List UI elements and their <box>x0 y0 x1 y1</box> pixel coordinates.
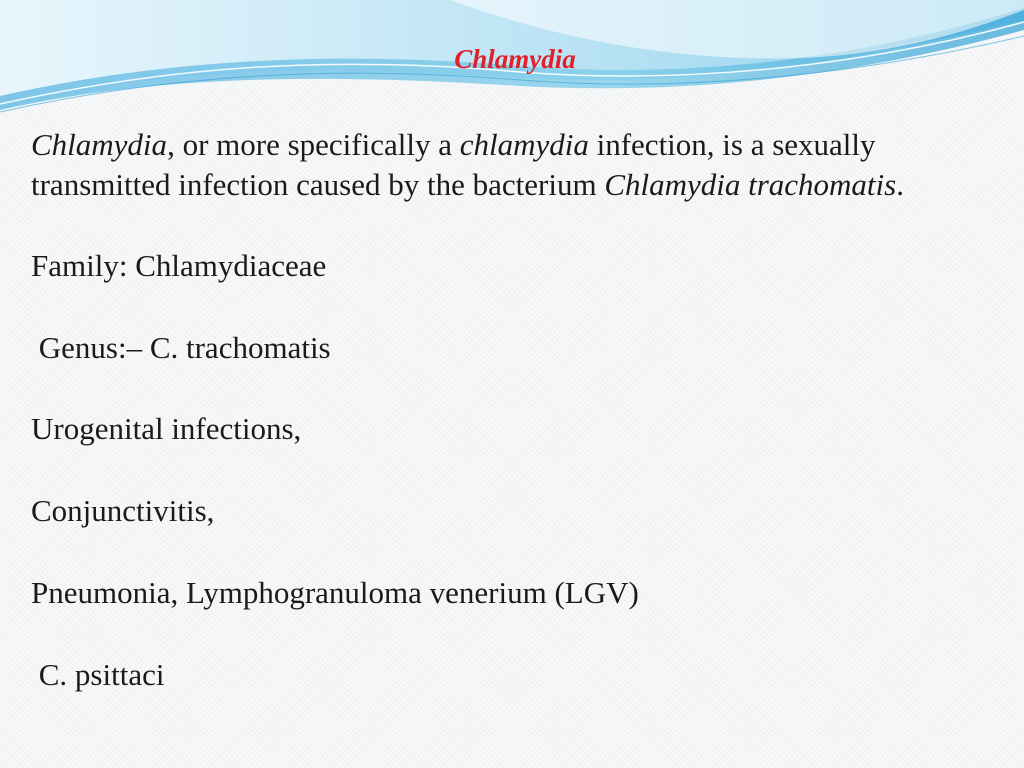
intro-term: Chlamydia <box>31 127 168 162</box>
intro-species: Chlamydia trachomatis <box>604 167 897 202</box>
family-line: Family: Chlamydiaceae <box>31 248 327 283</box>
intro-text-1: , or more specifically a <box>167 127 460 162</box>
intro-term-2: chlamydia <box>459 127 589 162</box>
psittaci-line: C. psittaci <box>31 657 165 692</box>
intro-text-2: infection, is a sexually transmitted infection caused by the bacterium <box>31 127 876 202</box>
intro-end: . <box>896 167 904 202</box>
pneumonia-lgv-line: Pneumonia, Lymphogranuloma venerium (LGV) <box>31 575 639 610</box>
conjunctivitis-line: Conjunctivitis, <box>31 493 215 528</box>
genus-line: Genus:– C. trachomatis <box>31 330 331 365</box>
intro-paragraph <box>31 125 1006 205</box>
slide-title: Chlamydia <box>454 44 576 74</box>
urogenital-line: Urogenital infections, <box>31 411 302 446</box>
